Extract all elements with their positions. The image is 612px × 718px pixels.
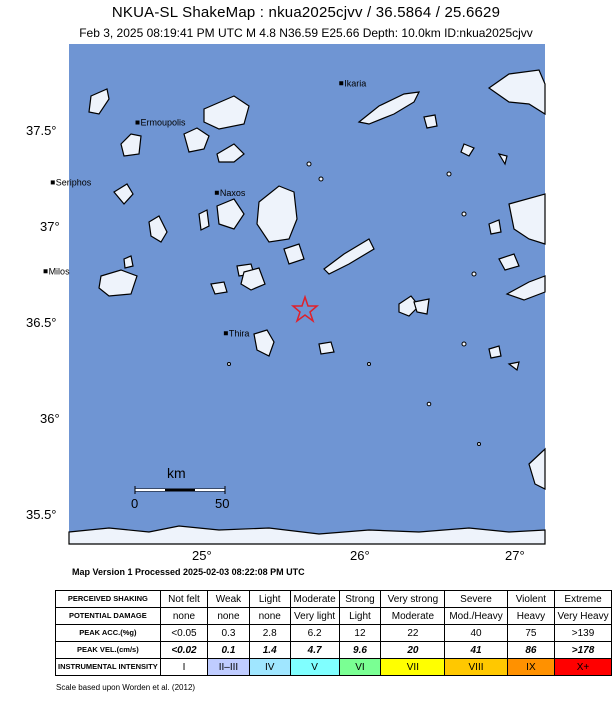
intensity-legend — [55, 590, 612, 676]
legend-pgv-7: 41 — [445, 642, 507, 659]
island-leros — [489, 220, 501, 234]
lat-label-35-5: 35.5° — [26, 507, 57, 522]
legend-damage-6: Moderate — [381, 608, 445, 625]
legend-damage-9: Very Heavy — [555, 608, 612, 625]
legend-shaking-2: Weak — [208, 591, 249, 608]
legend-shaking-9: Extreme — [555, 591, 612, 608]
scale-note: Scale based upon Worden et al. (2012) — [56, 683, 196, 692]
island-folegandros — [211, 282, 227, 294]
map-subtitle: Feb 3, 2025 08:19:41 PM UTC M 4.8 N36.59 E25.66 Depth: 10.0km ID:nkua2025cjvv — [79, 26, 533, 40]
island-fourni — [424, 115, 437, 128]
legend-intensity-7: VIII — [445, 659, 507, 676]
island-kalymnos — [499, 254, 519, 270]
city-label-naxos: Naxos — [219, 187, 246, 198]
legend-damage-4: Very light — [290, 608, 339, 625]
legend-shaking-8: Violent — [507, 591, 554, 608]
city-marker-seriphos — [51, 180, 55, 184]
city-marker-ikaria — [339, 81, 343, 85]
city-label-seriphos: Seriphos — [55, 177, 92, 188]
island-paros — [217, 199, 244, 229]
island-syros — [121, 134, 141, 156]
legend-intensity-3: IV — [249, 659, 290, 676]
legend-header-pgv: PEAK VEL.(cm/s) — [56, 642, 161, 659]
legend-damage-3: none — [249, 608, 290, 625]
epicenter-star — [293, 297, 317, 321]
map-title: NKUA-SL ShakeMap : nkua2025cjvv / 36.5864 / 25.6629 — [111, 4, 501, 21]
legend-header-intensity: INSTRUMENTAL INTENSITY — [56, 659, 161, 676]
legend-damage-2: none — [208, 608, 249, 625]
island-nisyros — [489, 346, 501, 358]
city-marker-milos — [44, 269, 48, 273]
island-samos-east — [489, 70, 545, 114]
island-milos — [99, 270, 137, 296]
lon-label-25: 25° — [192, 548, 212, 563]
city-label-ikaria: Ikaria — [344, 78, 367, 89]
lon-label-26: 26° — [350, 548, 370, 563]
legend-damage-8: Heavy — [507, 608, 554, 625]
island-naxos — [257, 186, 297, 242]
island-mykonos — [217, 144, 244, 162]
legend-intensity-4: V — [290, 659, 339, 676]
legend-pga-4: 6.2 — [290, 625, 339, 642]
island-serifos — [114, 184, 133, 204]
legend-pga-1: <0.05 — [160, 625, 207, 642]
legend-damage-1: none — [160, 608, 207, 625]
legend-pgv-6: 20 — [381, 642, 445, 659]
legend-pga-7: 40 — [445, 625, 507, 642]
scale-bar — [135, 486, 225, 494]
lat-label-36-5: 36.5° — [26, 315, 57, 330]
island-patmos — [461, 144, 474, 156]
lat-label-36: 36° — [40, 411, 60, 426]
island-sifnos — [149, 216, 167, 242]
scale-label-50: 50 — [215, 496, 230, 511]
scale-label-0: 0 — [131, 496, 139, 511]
legend-intensity-2: II–III — [208, 659, 249, 676]
legend-intensity-8: IX — [507, 659, 554, 676]
legend-pgv-8: 86 — [507, 642, 554, 659]
island-ikaria — [359, 92, 419, 124]
island-ios — [241, 268, 265, 290]
island-turkey-coast — [509, 194, 545, 244]
lon-label-27: 27° — [505, 548, 525, 563]
legend-header-pga: PEAK ACC.(%g) — [56, 625, 161, 642]
city-label-ermoupolis: Ermoupolis — [140, 117, 186, 128]
island-anafi — [319, 342, 334, 354]
legend-pgv-5: 9.6 — [339, 642, 381, 659]
island-thira — [254, 330, 274, 356]
legend-shaking-7: Severe — [445, 591, 507, 608]
legend-damage-7: Mod./Heavy — [445, 608, 507, 625]
legend-intensity-1: I — [160, 659, 207, 676]
version-text: Map Version 1 Processed 2025-02-03 08:22:08 PM UTC — [72, 567, 305, 577]
island-amorgos — [324, 239, 374, 274]
legend-pga-8: 75 — [507, 625, 554, 642]
island-small-1 — [284, 244, 304, 264]
legend-pgv-2: 0.1 — [208, 642, 249, 659]
legend-pga-5: 12 — [339, 625, 381, 642]
legend-pgv-9: >178 — [555, 642, 612, 659]
island-rhodes — [529, 449, 545, 489]
island-astypalaia-b — [414, 299, 429, 314]
legend-shaking-1: Not felt — [160, 591, 207, 608]
legend-pgv-1: <0.02 — [160, 642, 207, 659]
legend-pga-6: 22 — [381, 625, 445, 642]
legend-intensity-6: VII — [381, 659, 445, 676]
island-kimolos — [124, 256, 133, 268]
island-tilos — [509, 362, 519, 370]
scale-unit: km — [167, 465, 186, 481]
legend-shaking-5: Strong — [339, 591, 381, 608]
city-label-thira: Thira — [228, 328, 250, 339]
island-kea — [89, 89, 109, 114]
lat-label-37-5: 37.5° — [26, 123, 57, 138]
island-lipsi — [499, 154, 507, 164]
city-label-milos: Milos — [48, 266, 70, 277]
legend-pga-2: 0.3 — [208, 625, 249, 642]
island-tinos — [184, 128, 209, 152]
island-kos — [507, 276, 545, 300]
island-crete — [69, 526, 545, 544]
legend-damage-5: Light — [339, 608, 381, 625]
island-andros — [204, 96, 249, 129]
legend-pgv-3: 1.4 — [249, 642, 290, 659]
legend-intensity-5: VI — [339, 659, 381, 676]
island-antiparos — [199, 210, 209, 230]
legend-header-damage: POTENTIAL DAMAGE — [56, 608, 161, 625]
city-marker-naxos — [215, 191, 219, 195]
legend-header-shaking: PERCEIVED SHAKING — [56, 591, 161, 608]
city-marker-ermoupolis — [136, 121, 140, 125]
legend-pga-9: >139 — [555, 625, 612, 642]
legend-pga-3: 2.8 — [249, 625, 290, 642]
legend-shaking-4: Moderate — [290, 591, 339, 608]
city-marker-thira — [224, 331, 228, 335]
legend-shaking-6: Very strong — [381, 591, 445, 608]
legend-shaking-3: Light — [249, 591, 290, 608]
legend-intensity-9: X+ — [555, 659, 612, 676]
legend-pgv-4: 4.7 — [290, 642, 339, 659]
lat-label-37: 37° — [40, 219, 60, 234]
